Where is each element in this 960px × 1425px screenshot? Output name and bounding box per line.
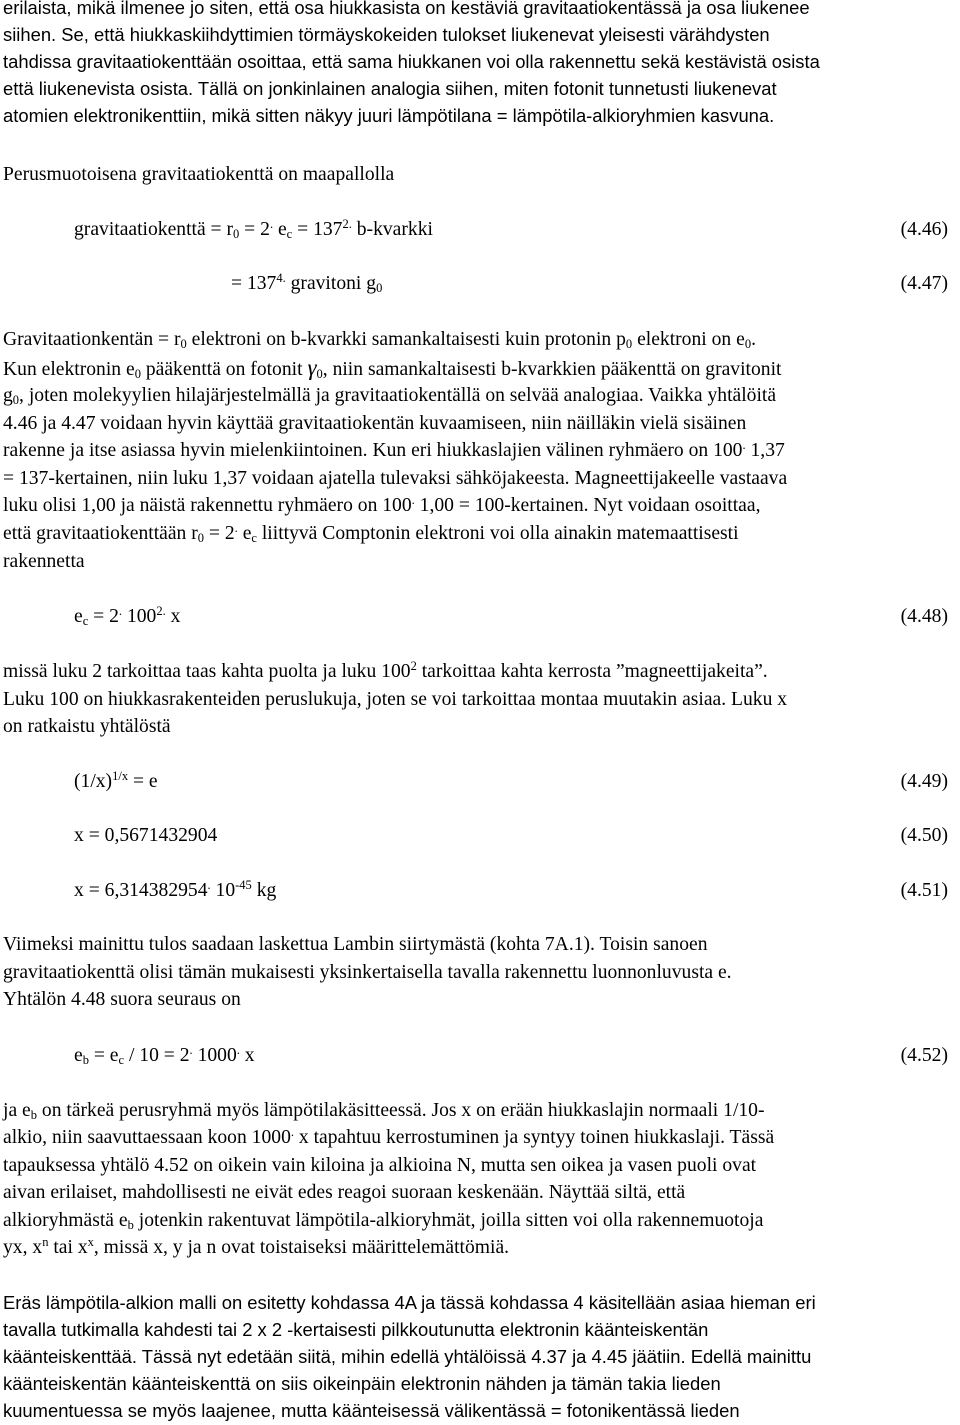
text-line: käänteiskenttää. Tässä nyt edetään siitä, mihin edellä yhtälöissä 4.37 ja 4.45 jäätiin. Edellä mainittu <box>3 1346 812 1367</box>
text-line: Luku 100 on hiukkasrakenteiden peruslukuja, joten se voi tarkoittaa montaa muutakin asiaa. Luku x <box>3 689 788 710</box>
text-line: Eräs lämpötila-alkion malli on esitetty kohdassa 4A ja tässä kohdassa 4 käsitellään asiaa hieman eri <box>3 1292 816 1313</box>
equation-number: (4.50) <box>900 825 948 846</box>
text-line: tahdissa gravitaatiokenttään osoittaa, että sama hiukkanen voi olla rakennettu sekä kestävistä osista <box>3 51 820 72</box>
equation-number: (4.51) <box>900 880 948 901</box>
equation-4-51: x = 6,314382954. $10^{-45}$ kg <box>74 878 277 901</box>
text-line: = 137-kertainen, niin luku 1,37 voidaan ajatella tulevaksi sähköjakeesta. Magneettijakeelle vastaava <box>3 468 788 489</box>
text-line: rakenne ja itse asiassa hyvin mielenkiintoinen. Kun eri hiukkaslajien välinen ryhmäero on 100. 1,37 <box>3 438 785 461</box>
text-line: 4.46 ja 4.47 voidaan hyvin käyttää gravitaatiokentän kuvaamiseen, niin näilläkin vielä sisäinen <box>3 413 747 434</box>
text-line: Gravitaationkentän = $r_0$ elektroni on b-kvarkki samankaltaisesti kuin protonin $p_0$ elektroni on $e_0$. <box>3 329 756 351</box>
text-line: Perusmuotoisena gravitaatiokenttä on maapallolla <box>3 164 395 185</box>
equation-4-52: $e_b = e_c / 10 = 2^.$ 1000. x <box>74 1043 255 1067</box>
text-line: missä luku 2 tarkoittaa taas kahta puolta ja luku $100^2$ tarkoittaa kahta kerrosta ”magneettijakeita”. <box>3 659 768 682</box>
text-line: aivan erilaiset, mahdollisesti ne eivät edes reagoi suoraan keskenään. Näyttää siltä, että <box>3 1182 686 1203</box>
text-line: rakennetta <box>3 551 85 572</box>
text-line: ja $e_b$ on tärkeä perusryhmä myös lämpötilakäsitteessä. Jos x on erään hiukkaslajin normaali 1/10- <box>3 1100 765 1122</box>
equation-number: (4.47) <box>900 273 948 294</box>
text-line: tavalla tutkimalla kahdesti tai 2 x 2 -kertaisesti pilkkoutunutta elektronin käänteiskentän <box>3 1319 709 1340</box>
text-line: erilaista, mikä ilmenee jo siten, että osa hiukkasista on kestäviä gravitaatiokentässä ja osa liukenee <box>3 0 810 18</box>
text-line: Viimeksi mainittu tulos saadaan laskettua Lambin siirtymästä (kohta 7A.1). Toisin sanoen <box>3 934 708 955</box>
text-line: että liukenevista osista. Tällä on jonkinlainen analogia siihen, miten fotonit tunnetusti liukenevat <box>3 78 777 99</box>
text-line: on ratkaistu yhtälöstä <box>3 716 171 737</box>
text-line: että gravitaatiokenttään $r_0 = 2^.$ $e_c$ liittyvä Comptonin elektroni voi olla ainakin matemaattisesti <box>3 521 739 545</box>
equation-4-48: $e_c = 2^.$ $100^{2.}$ x <box>74 604 181 628</box>
text-line: siihen. Se, että hiukkaskiihdyttimien törmäyskokeiden tulokset liukenevat yleisesti värähdysten <box>3 24 770 45</box>
text-line: gravitaatiokenttä olisi tämän mukaisesti yksinkertaisella tavalla rakennettu luonnonluvusta e. <box>3 962 732 983</box>
text-line: käänteiskentän käänteiskenttä on siis oikeinpäin elektronin nähden ja tämän takia lieden <box>3 1373 721 1394</box>
text-line: $g_0$, joten molekyylien hilajärjestelmällä ja gravitaatiokentällä on selvää analogiaa. Vaikka yhtälöitä <box>3 385 777 407</box>
text-line: kuumentuessa se myös laajenee, mutta käänteisessä välikentässä = fotonikentässä lieden <box>3 1400 740 1421</box>
text-line: tapauksessa yhtälö 4.52 on oikein vain kiloina ja alkioina N, mutta sen oikea ja vasen puoli ovat <box>3 1155 757 1176</box>
text-line: Yhtälön 4.48 suora seuraus on <box>3 989 241 1010</box>
equation-4-50: x = 0,5671432904 <box>74 825 218 846</box>
equation-number: (4.46) <box>900 219 948 240</box>
text-line: atomien elektronikenttiin, mikä sitten näkyy juuri lämpötilana = lämpötila-alkioryhmien kasvuna. <box>3 105 775 126</box>
equation-4-47: = $137^{4.}$ gravitoni $g_0$ <box>231 271 383 295</box>
text-line: alkioryhmästä $e_b$ jotenkin rakentuvat lämpötila-alkioryhmät, joilla sitten voi olla rakennemuotoja <box>3 1210 764 1232</box>
text-line: alkio, niin saavuttaessaan koon 1000. x tapahtuu kerrostuminen ja syntyy toinen hiukkaslaji. Tässä <box>3 1125 775 1148</box>
equation-number: (4.49) <box>900 771 948 792</box>
equation-4-49: $(1/x)^{1/x} = e$ <box>74 769 158 792</box>
gamma-symbol: γ <box>307 355 317 380</box>
text-line: luku olisi 1,00 ja näistä rakennettu ryhmäero on 100. 1,00 = 100-kertainen. Nyt voidaan osoittaa, <box>3 493 761 516</box>
text-line: yx, $x^n$ tai $x^x$, missä x, y ja n ovat toistaiseksi määrittelemättömiä. <box>3 1235 510 1258</box>
equation-4-46: gravitaatiokenttä = $r_0 = 2^.$ $e_c = 137^{2.}$ b-kvarkki <box>74 217 433 241</box>
text-line: Kun elektronin $e_0$ pääkenttä on fotonit $\gamma_0$, niin samankaltaisesti b-kvarkkien pääkenttä on gravitonit <box>3 355 782 381</box>
equation-number: (4.48) <box>900 606 948 627</box>
equation-number: (4.52) <box>900 1045 948 1066</box>
